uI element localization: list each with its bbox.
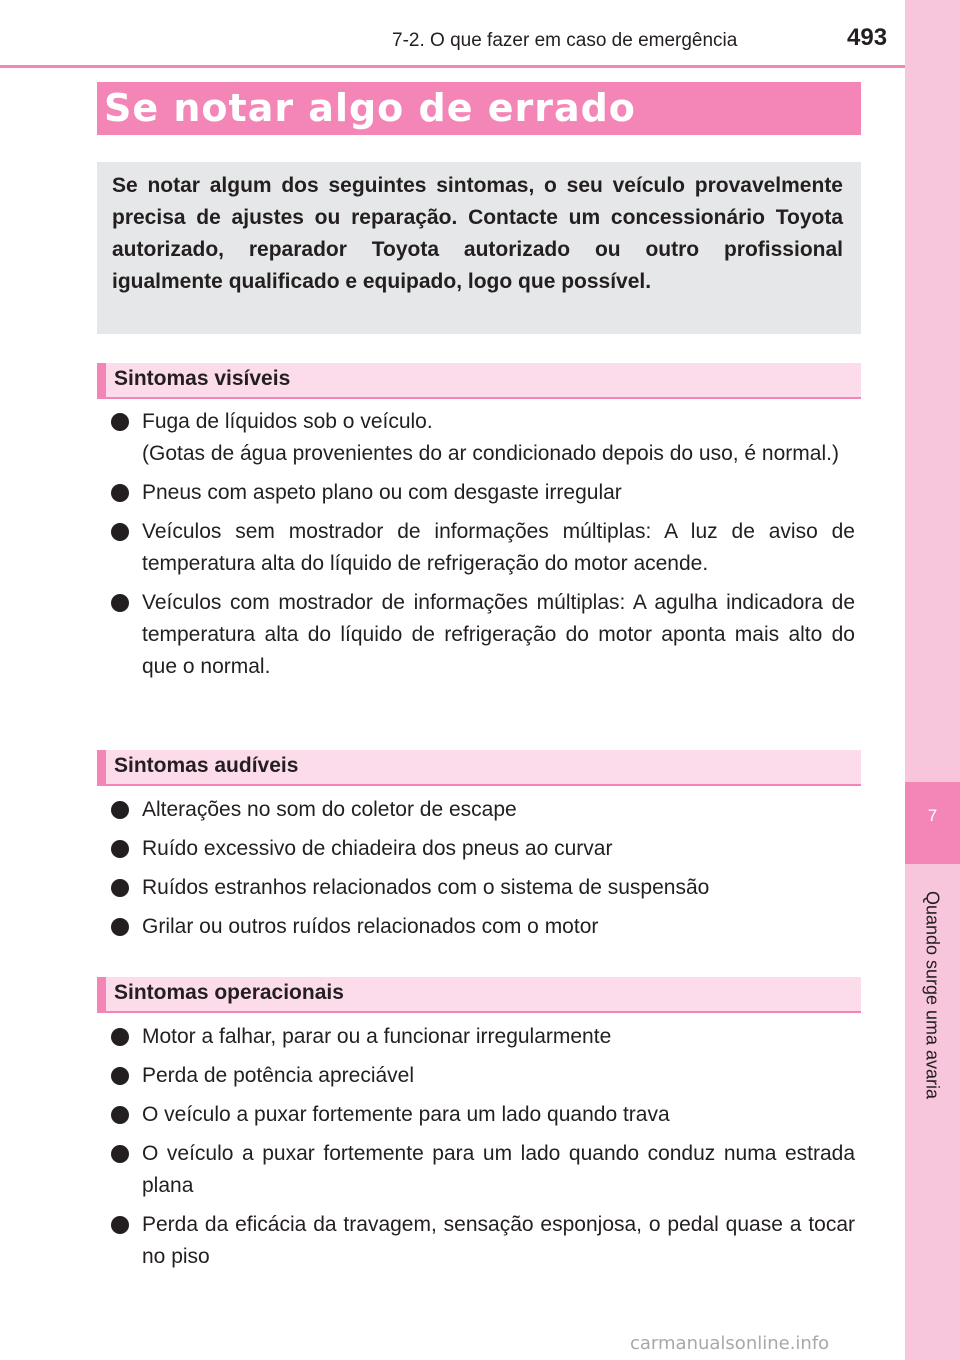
list-item: [97, 406, 861, 470]
bullet-dot-icon: [111, 523, 129, 541]
section-header-visible: [97, 363, 861, 399]
list-item-text: Ruído excessivo de chiadeira dos pneus ao curvar: [142, 837, 613, 860]
header-divider: [0, 65, 905, 68]
list-item-text: Motor a falhar, parar ou a funcionar irregularmente: [142, 1025, 612, 1048]
chapter-title: Quando surge uma avaria: [922, 890, 943, 1100]
list-item: [97, 1099, 861, 1131]
section-header-audible: [97, 750, 861, 786]
list-item: [97, 1060, 861, 1092]
list-item-text: Perda da eficácia da travagem, sensação esponjosa, o pedal quase a tocar no piso: [142, 1213, 855, 1268]
section-accent: [97, 363, 106, 399]
bullet-dot-icon: [111, 918, 129, 936]
intro-text: Se notar algum dos seguintes sintomas, o seu veículo provavelmente precisa de ajustes ou reparação. Contacte um concessionário Toyota autorizado, reparador Toyota autorizado ou outro profissional igualmente qualificado e equipado, logo que possível.: [112, 174, 843, 293]
page-number: 493: [847, 24, 888, 51]
section-heading: Sintomas visíveis: [114, 367, 291, 390]
bullet-dot-icon: [111, 801, 129, 819]
bullet-list-visible: [97, 406, 861, 690]
bullet-dot-icon: [111, 840, 129, 858]
bullet-dot-icon: [111, 413, 129, 431]
bullet-dot-icon: [111, 1106, 129, 1124]
list-item-text: Pneus com aspeto plano ou com desgaste irregular: [142, 481, 622, 504]
list-item: [97, 587, 861, 683]
chapter-side-strip: [905, 0, 960, 1360]
section-heading: Sintomas audíveis: [114, 754, 299, 777]
list-item-text: Perda de potência apreciável: [142, 1064, 415, 1087]
list-item-text: Grilar ou outros ruídos relacionados com o motor: [142, 915, 599, 938]
section-heading: Sintomas operacionais: [114, 981, 344, 1004]
list-item: [97, 1021, 861, 1053]
list-item-text: Ruídos estranhos relacionados com o sistema de suspensão: [142, 876, 710, 899]
page-title: Se notar algo de errado: [104, 86, 636, 130]
list-item: [97, 833, 861, 865]
section-header-operational: [97, 977, 861, 1013]
running-header: 7-2. O que fazer em caso de emergência: [392, 30, 738, 51]
bullet-list-operational: [97, 1021, 861, 1280]
chapter-number: 7: [927, 806, 938, 825]
watermark-text: carmanualsonline.info: [630, 1333, 830, 1354]
list-item: [97, 794, 861, 826]
bullet-dot-icon: [111, 1216, 129, 1234]
section-accent: [97, 977, 106, 1013]
list-item: [97, 872, 861, 904]
list-item-text: O veículo a puxar fortemente para um lado quando trava: [142, 1103, 670, 1126]
bullet-dot-icon: [111, 484, 129, 502]
list-item: [97, 477, 861, 509]
list-item-text: Fuga de líquidos sob o veículo.: [142, 410, 433, 433]
bullet-list-audible: [97, 794, 861, 950]
intro-box: [97, 162, 861, 334]
list-item: [97, 1138, 861, 1202]
list-item-text: Veículos sem mostrador de informações múltiplas: A luz de aviso de temperatura alta do líquido de refrigeração do motor acende.: [142, 520, 855, 575]
list-item: [97, 1209, 861, 1273]
section-accent: [97, 750, 106, 786]
list-item-note: (Gotas de água provenientes do ar condicionado depois do uso, é normal.): [142, 442, 839, 465]
bullet-dot-icon: [111, 1067, 129, 1085]
bullet-dot-icon: [111, 879, 129, 897]
bullet-dot-icon: [111, 1145, 129, 1163]
bullet-dot-icon: [111, 1028, 129, 1046]
list-item: [97, 516, 861, 580]
bullet-dot-icon: [111, 594, 129, 612]
page-title-bar: [97, 82, 861, 135]
list-item-text: O veículo a puxar fortemente para um lado quando conduz numa estrada plana: [142, 1142, 855, 1197]
list-item: [97, 911, 861, 943]
list-item-text: Alterações no som do coletor de escape: [142, 798, 517, 821]
list-item-text: Veículos com mostrador de informações múltiplas: A agulha indicadora de temperatura alta do líquido de refrigeração do motor aponta mais alto do que o normal.: [142, 591, 855, 678]
